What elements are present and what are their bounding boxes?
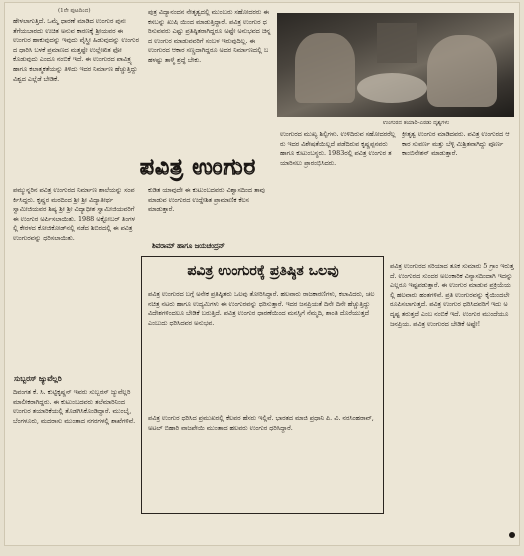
column-2-middle-text: ಕುಡಿತ ಯಾವುದೇ ಈ ಕುಟುಂಬದವರು ವಿಶ್ವಾಸದಿಂದ ತಾವು ಮಾಡುವ ಉಂಗುರದ ಉದ್ದೇಶಿತ ಪ್ರಾಮಾಣಿಕ ಕೆಲಸ ಮಾಡುತ್ತಾರೆ. — [148, 186, 265, 214]
column-2-top — [148, 8, 272, 156]
workshop-photo — [277, 13, 514, 117]
column-1-top-text: ಹೇಳಲಾಗುತ್ತಿದೆ. ಒಮ್ಮೆ ಧಾರಣೆ ಮಾಡಿದ ಉಂಗುರ ಪುನಃ ತೆಗೆಯಬಾರದು ಉಚಿತ ಅನುವ ಕಾರಣಕ್ಕೆ ಶ್ರೀಯವರ ಈ ಉಂಗುರ ಹಾಕುವುದನ್ನು ಇವುದು ಪೈಸ್ತ್ರೀ ಹಿಡುವುದನ್ನು ಉಂಗುರದ ಧಾರಿಸಿ ಬಳಕೆ ಪ್ರಮಾಣದ ಮತ್ತಷ್ಟೇ ಉಲ್ಲೇಖಿತ ಫೋ ಕೊಡುವುದು ಎಂದೂ ನಂಬಿಕೆ ಇದೆ. ಈ ಉಂಗುರದ ಪಾವಿತ್ರ್ಯ ಹಾಗೂ ಕಲಾತ್ಮಕತೆಯನ್ನು ತಿಳಿದು ಇದರ ನಿರ್ಮಾಣ ಹೆಚ್ಚುತ್ತಿದ್ದು ವಿಶ್ವದ ಎಲ್ಲೆಡೆ ಬೇಡಿಕೆ. — [13, 17, 139, 83]
box-headline: ಪವಿತ್ರ ಉಂಗುರಕ್ಕೆ ಪ್ರತಿಷ್ಠಿತ ಒಲವು — [187, 263, 339, 279]
end-marker — [509, 532, 515, 538]
box-body-2-text: ಪವಿತ್ರ ಉಂಗುರ ಧರಿಸಿದ ಪ್ರಮುಖರಲ್ಲಿ ಕೆಲವರ ಹೆಸರು ಇಲ್ಲಿವೆ. ಭಾರತದ ಮಾಜಿ ಪ್ರಧಾನಿ ಪಿ. ವಿ. ನರಸಿಂಹರಾವ್‌, ಅಟಲ್‌ ಬಿಹಾರಿ ವಾಜಪೇಯಿ ಮುಂತಾದ ಹಲವರು ಉಂಗುರ ಧರಿಸಿದ್ದಾರೆ. — [148, 414, 374, 432]
section-subheading: ಸುಬ್ಬರಸ್‌ ಜ್ಯುವೆಲ್ಲರಿ — [14, 374, 62, 383]
main-headline: ಪವಿತ್ರ ಉಂಗುರ — [139, 155, 257, 180]
column-1-top — [13, 17, 141, 155]
column-4-bottom — [390, 262, 514, 538]
column-2-top-text: ಪುತ್ರ ವಿದ್ಯಾನಂದನ ನೇತೃತ್ವದಲ್ಲಿ ಮುಂಬರು ಸಹೋದರರು ಈ ಕಸಬನ್ನು ಖುಷಿ ಯಿಂದ ಮಾಡುತ್ತಿದ್ದಾರೆ. ಪವಿತ್ರ ಉಂಗುರ ಧರಿಸುವವರು ಎಷ್ಟು ಪ್ರತಿಷ್ಠಿತರಾಗಿದ್ದರೂ ಅಷ್ಟೇ ಅನುಭವದ ಚಿನ್ನದ ಉಂಗುರ ಮಾಡುವವರಿಗೆ ಸಂಬಳ ಇರುವುದಿಲ್ಲ. ಈ ಉಂಗುರದ ಆಕಾರ ಸಣ್ಣದಾಗಿದ್ದರೂ ಅದರ ನಿರ್ಮಾಣದಲ್ಲಿ ಬಹಳಷ್ಟು ತಾಳ್ಮೆ ಶ್ರದ್ಧೆ ಬೇಕು. — [148, 8, 271, 64]
column-1-bottom-text: ದಿವಂಗತ ಕೆ. ಸಿ. ಕುಟ್ಟಿಕೃಷ್ಣನ್‌ ಇವರು ಸುಬ್ಬರಸ್‌ ಜ್ಯುವೆಲ್ಲರಿ ಮಾಲೀಕರಾಗಿದ್ದರು. ಈ ಕುಟುಂಬದವರು ತಲೆಮಾರಿನಿಂದ ಉಂಗುರ ತಯಾರಿಕೆಯಲ್ಲಿ ತೊಡಗಿಸಿಕೊಂಡಿದ್ದಾರೆ. ಮುಂಬೈ, ಬೆಂಗಳೂರು, ಮದರಾಸು ಮುಂತಾದ ನಗರಗಳಲ್ಲಿ ಶಾಖೆಗಳಿವೆ. — [13, 388, 136, 425]
column-2-middle — [148, 186, 272, 236]
column-3-top-text: ಉಂಗುರದ ಮುಖ್ಯ ಶಿಲ್ಪಿಗಳು. ಉಳಿದಿರುವ ಸಹೋದರರೆಲ್ಲರು ಇದರ ವಿಶೇಷತೆಯಿಲ್ಲದೆ ಪಡೆದಿರುವ ಕೃಷ್ಣಪ್ಪನವರು ಹಾಗೂ ಕುಟುಂಬಸ್ಥರು. 1983ರಲ್ಲಿ ಪವಿತ್ರ ಉಂಗುರ ತಯಾರಿಸಲು ಪ್ರಾರಂಭಿಸಿದರು. — [280, 130, 396, 167]
box-body-2 — [148, 414, 376, 508]
box-body-text: ಪವಿತ್ರ ಉಂಗುರದ ಬಗ್ಗೆ ಅನೇಕ ಪ್ರತಿಷ್ಠಿತರು ಒಲವು ತೋರಿಸಿದ್ದಾರೆ. ಹಲವಾರು ರಾಜಕಾರಣಿಗಳು, ಕಲಾವಿದರು, ಚಲನಚಿತ್ರ ನಟರು ಹಾಗೂ ಉದ್ಯಮಿಗಳು ಈ ಉಂಗುರವನ್ನು ಧರಿಸುತ್ತಾರೆ. ಇದರ ಜನಪ್ರಿಯತೆ ದಿನೇ ದಿನೇ ಹೆಚ್ಚುತ್ತಿದ್ದು ವಿದೇಶಗಳಿಂದಲೂ ಬೇಡಿಕೆ ಬರುತ್ತಿದೆ. ಪವಿತ್ರ ಉಂಗುರ ಧಾರಣೆಯಿಂದ ಮನಸ್ಸಿಗೆ ನೆಮ್ಮದಿ, ಶಾಂತಿ ದೊರೆಯುತ್ತದೆ ಎಂಬುದು ಧರಿಸಿದವರ ಅನುಭವ. — [148, 290, 375, 327]
continued-note: (1ನೇ ಪುಟದಿಂದ) — [58, 8, 91, 14]
column-4-top — [402, 130, 514, 255]
column-1-middle-text: ಪಮ್ಮುನ್ನರಿನ ಪವಿತ್ರ ಉಂಗುರದ ನಿರ್ಮಾಣ ಶಾಲೆಯನ್ನು ಸಂಪರ್ಕಿಸಿದ್ದರು. ಕೃಷ್ಣರ ಮಠದಿಂದ ಶ್ರೀ ಶ್ರೀ ವಿದ್ಯಾತೀರ್ಥ ಸ್ವಾಮೀಜಿಯವರ ಶಿಷ್ಯ ಶ್ರೀ ಶ್ರೀ ವಿದ್ಯಾಧೀಶ ಸ್ವಾಮೀಜಿಯವರಿಗೆ ಈ ಉಂಗುರ ಅರ್ಪಿಸಲಾಯಿತು. 1988 ಅಕ್ಟೋಬರ್‌ ತಿಂಗಳಲ್ಲಿ ಕೇರಳದ ಕೋಜಿಕೋಡ್‌ನಲ್ಲಿ ನಡೆದ ಶಿಬಿರದಲ್ಲಿ ಈ ಪವಿತ್ರ ಉಂಗುರವನ್ನು ಧರಿಸಲಾಯಿತು. — [13, 186, 135, 242]
column-3-top — [280, 130, 398, 255]
byline: ಶಿವರಾಮ್‌ ಹಾಗೂ ಜಯಚಂದ್ರನ್ — [152, 242, 225, 250]
box-body — [148, 290, 376, 410]
column-1-middle — [13, 186, 139, 366]
photo-caption: ಉಂಗುರದ ತಯಾರಿ-ಎರಡು ದೃಶ್ಯಗಳು — [382, 120, 450, 126]
column-4-bottom-text: ಪವಿತ್ರ ಉಂಗುರದ ಸರಿಯಾದ ತೂಕ ಸುಮಾರು 5 ಗ್ರಾಂ ಇರುತ್ತದೆ. ಉಂಗುರದ ಸುಂದರ ಅಲಂಕಾರಿಕ ವಿನ್ಯಾಸದಿಂದಾಗಿ ಇದನ್ನು ಎಲ್ಲರೂ ಇಷ್ಟಪಡುತ್ತಾರೆ. ಈ ಉಂಗುರ ಮಾಡುವ ಪ್ರಕ್ರಿಯೆಯಲ್ಲಿ ಹಲವಾರು ಹಂತಗಳಿವೆ. ಪ್ರತಿ ಉಂಗುರವನ್ನು ಕೈಯಿಂದಲೇ ರೂಪಿಸಲಾಗುತ್ತದೆ. ಪವಿತ್ರ ಉಂಗುರ ಧರಿಸಿದವರಿಗೆ ಇದು ಅದೃಷ್ಟ ತರುತ್ತದೆ ಎಂಬ ನಂಬಿಕೆ ಇದೆ. ಉಂಗುರ ಮುಂದೆಯೂ ಜನಪ್ರಿಯ. ಪವಿತ್ರ ಉಂಗುರದ ಬೇಡಿಕೆ ಅಷ್ಟೇ! — [390, 262, 514, 328]
column-1-bottom — [13, 388, 139, 538]
column-4-top-text: ಕ್ರೀತೃತ್ವ ಉಂಗುರ ಮಾಡಿದವರು. ಪವಿತ್ರ ಉಂಗುರದ ಆಕಾರ ಸುವರ್ಣ ಮತ್ತು ಬೆಳ್ಳಿ ಮಿಶ್ರಿತವಾಗಿದ್ದು ಪೂರ್ಣ ಕಾಂಬಿನೇಶನ್‌ ಮಾಡುತ್ತಾರೆ. — [402, 130, 510, 158]
